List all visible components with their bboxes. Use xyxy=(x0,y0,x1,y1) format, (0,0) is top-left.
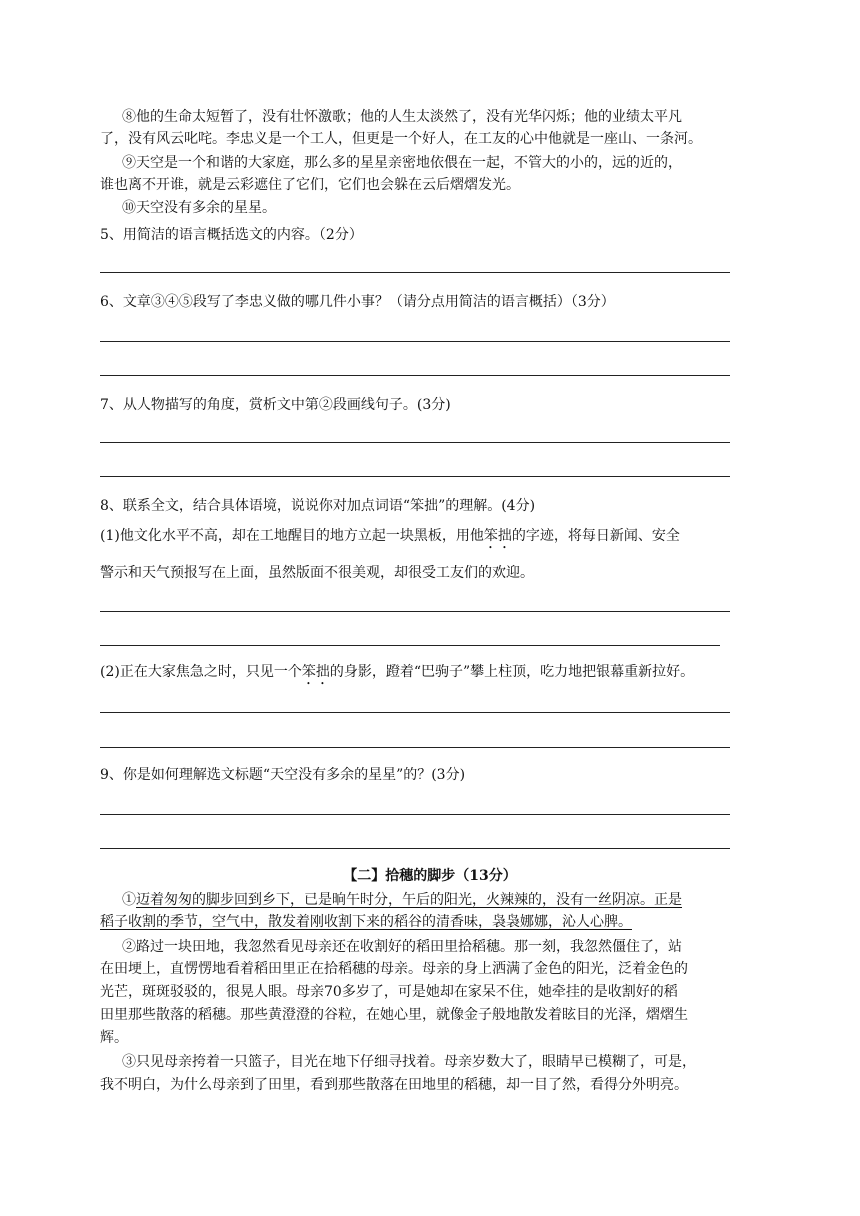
answer-line[interactable] xyxy=(100,747,730,748)
section-title: 【二】拾穗的脚步（13分） xyxy=(343,868,517,884)
section-2-paragraph-3-line-1: ③只见母亲挎着一只篮子，目光在地下仔细寻找着。母亲岁数大了，眼睛早已模糊了，可是， xyxy=(122,1054,696,1070)
answer-line[interactable] xyxy=(100,272,730,273)
question-8-item-1-line-1 xyxy=(100,526,680,552)
answer-line[interactable] xyxy=(100,442,730,443)
paragraph-marker: ① xyxy=(122,892,136,908)
section-2-paragraph-1-line-1 xyxy=(122,890,682,910)
section-2-paragraph-2-line-1: ②路过一块田地，我忽然看见母亲还在收割好的稻田里拾稻穗。那一刻，我忽然僵住了，站 xyxy=(122,939,682,955)
question-5: 5、用简洁的语言概括选文的内容。（2分） xyxy=(100,227,363,243)
answer-line[interactable] xyxy=(100,848,730,849)
question-6: 6、文章③④⑤段写了李忠义做的哪几件小事？（请分点用简洁的语言概括）（3分） xyxy=(100,294,615,310)
paragraph-8-line-2: 了，没有风云叱咤。李忠义是一个工人，但更是一个好人，在工友的心中他就是一座山、一条河。 xyxy=(100,131,702,147)
answer-line[interactable] xyxy=(100,341,730,342)
section-2-paragraph-2-line-2: 在田埂上，直愣愣地看着稻田里正在拾稻穗的母亲。母亲的身上洒满了金色的阳光，泛着金色的 xyxy=(100,961,688,977)
paragraph-10: ⑩天空没有多余的星星。 xyxy=(122,200,276,216)
paragraph-9-line-1: ⑨天空是一个和谐的大家庭，那么多的星星亲密地依偎在一起，不管大的小的，远的近的， xyxy=(122,155,682,171)
paragraph-9-line-2: 谁也离不开谁，就是云彩遮住了它们，它们也会躲在云后熠熠发光。 xyxy=(100,177,520,193)
question-8-item-1-text: (1)他文化水平不高，却在工地醒目的地方立起一块黑板，用他 xyxy=(100,528,484,544)
answer-line[interactable] xyxy=(100,611,730,612)
underlined-sentence: 迈着匆匆的脚步回到乡下，已是晌午时分，午后的阳光，火辣辣的，没有一丝阴凉。正是 xyxy=(136,892,682,908)
section-2-paragraph-3-line-2: 我不明白，为什么母亲到了田里，看到那些散落在田地里的稻穗，却一目了然，看得分外明亮。 xyxy=(100,1077,688,1093)
section-2-paragraph-1-line-2 xyxy=(100,912,632,932)
question-8-item-2-text: (2)正在大家焦急之时，只见一个 xyxy=(100,664,302,680)
question-8-item-2 xyxy=(100,662,694,688)
question-8: 8、联系全文，结合具体语境，说说你对加点词语“笨拙”的理解。(4分) xyxy=(100,498,536,514)
answer-line[interactable] xyxy=(100,712,730,713)
section-2-paragraph-2-line-4: 田里那些散落的稻穗。那些黄澄澄的谷粒，在她心里，就像金子般地散发着眩目的光泽，熠熠生 xyxy=(100,1007,688,1023)
section-2-paragraph-2-line-3: 光芒，斑斑驳驳的，很晃人眼。母亲70多岁了，可是她却在家呆不住，她牵挂的是收割好的稻 xyxy=(100,984,678,1000)
question-8-item-1-line-2: 警示和天气预报写在上面，虽然版面不很美观，却很受工友们的欢迎。 xyxy=(100,565,534,581)
question-9: 9、你是如何理解选文标题“天空没有多余的星星”的？(3分) xyxy=(100,767,466,783)
question-8-item-1-text: 的字迹，将每日新闻、安全 xyxy=(511,528,680,544)
emphasized-word: 笨拙 xyxy=(301,664,330,680)
section-2-paragraph-2-line-5: 辉。 xyxy=(100,1030,128,1046)
answer-line[interactable] xyxy=(100,645,720,646)
emphasized-word: 笨拙 xyxy=(483,528,512,544)
question-8-item-2-text: 的身影，蹬着“巴驹子”攀上柱顶，吃力地把银幕重新拉好。 xyxy=(329,664,695,680)
answer-line[interactable] xyxy=(100,814,730,815)
answer-line[interactable] xyxy=(100,476,730,477)
answer-line[interactable] xyxy=(100,375,730,376)
underlined-sentence: 稻子收割的季节，空气中，散发着刚收割下来的稻谷的清香味，袅袅娜娜，沁人心脾。 xyxy=(100,914,632,930)
paragraph-8-line-1: ⑧他的生命太短暂了，没有壮怀激歌；他的人生太淡然了，没有光华闪烁；他的业绩太平凡 xyxy=(122,109,682,125)
question-7: 7、从人物描写的角度，赏析文中第②段画线句子。(3分) xyxy=(100,397,451,413)
